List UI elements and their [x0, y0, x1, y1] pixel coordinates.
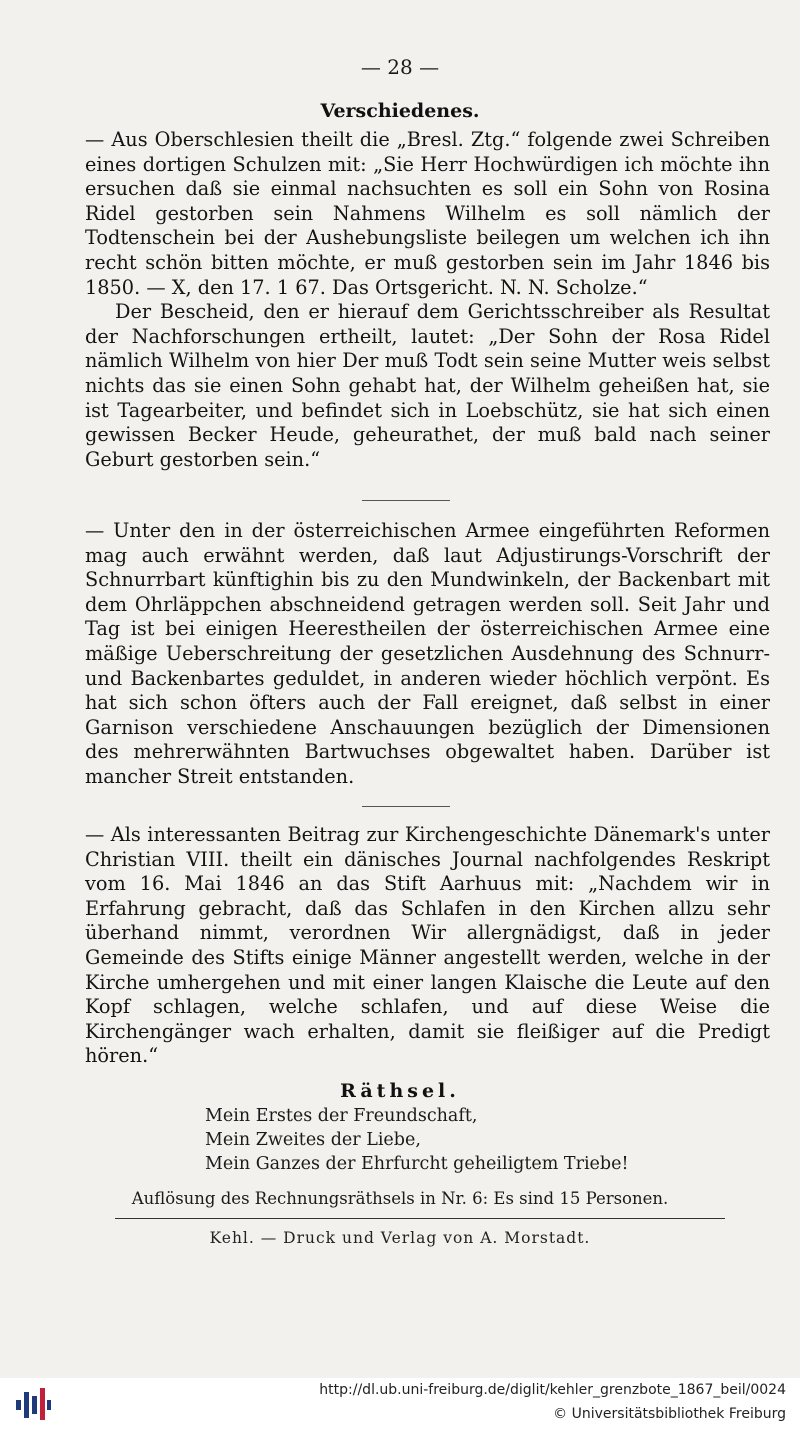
riddle-line: Mein Erstes der Freundschaft,: [205, 1106, 478, 1126]
imprint-divider: [115, 1218, 725, 1219]
imprint: Kehl. — Druck und Verlag von A. Morstadt.: [209, 1229, 591, 1247]
article-austrian-army: [85, 519, 770, 790]
copyright-notice: © Universitätsbibliothek Freiburg: [553, 1406, 786, 1422]
article-paragraph: — Als interessanten Beitrag zur Kirchengeschichte Dänemark's unter Christian VIII. theilt ein dänisches Journal nachfolgendes Reskript vom 16. Mai 1846 an das Stift Aarhuus mit: „Nachdem wir in Erfahrung gebracht, daß das Schlafen in den Kirchen allzu sehr überhand nimmt, verordnen Wir allergnädigst, daß in jeder Gemeinde des Stifts einige Männer angestellt werden, welche in der Kirche umhergehen und mit einer langen Klaische die Leute auf den Kopf schlagen, welche schlafen, und auf diese Weise die Kirchengänger wach erhalten, damit sie fleißiger auf die Predigt hören.“: [85, 823, 770, 1068]
article-paragraph: — Aus Oberschlesien theilt die „Bresl. Ztg.“ folgende zwei Schreiben eines dortigen Schulzen mit: „Sie Herr Hochwürdigen ich möchte ihn ersuchen daß sie einmal nachsuchten es soll ein Sohn von Rosina Ridel gestorben sein Nahmens Wilhelm es soll nämlich der Todtenschein bei der Aushebungsliste beilegen um welchen ich ihn recht schön bitten möchte, er muß gestorben sein im Jahr 1846 bis 1850. — X, den 17. 1 67. Das Ortsgericht. N. N. Scholze.“: [85, 128, 770, 299]
section-divider: [362, 500, 450, 501]
riddle-line: Mein Zweites der Liebe,: [205, 1130, 421, 1150]
viewer-footer: [0, 1378, 800, 1430]
riddle-title: Räthsel.: [340, 1080, 460, 1102]
riddle-solution: Auflösung des Rechnungsräthsels in Nr. 6: Es sind 15 Personen.: [131, 1189, 669, 1208]
library-logo-icon: [14, 1386, 52, 1422]
article-paragraph: Der Bescheid, den er hierauf dem Gerichtsschreiber als Resultat der Nachforschungen ertheilt, lautet: „Der Sohn der Rosa Ridel nämlich Wilhelm von hier Der muß Todt sein seine Mutter weis selbst nichts das sie einen Sohn gehabt hat, der Wilhelm geheißen hat, sie ist Tagearbeiter, und befindet sich in Loebschütz, sie hat sich einen gewissen Becker Heude, geheurathet, der muß bald nach seiner Geburt gestorben sein.“: [85, 300, 770, 471]
article-silesia: [85, 128, 770, 472]
article-paragraph: — Unter den in der österreichischen Armee eingeführten Reformen mag auch erwähnt werden, daß laut Adjustirungs-Vorschrift der Schnurrbart künftighin bis zu den Mundwinkeln, der Backenbart mit dem Ohrläppchen abschneidend getragen werden soll. Seit Jahr und Tag ist bei einigen Heerestheilen der österreichischen Armee eine mäßige Ueberschreitung der gesetzlichen Ausdehnung des Schnurr- und Backenbartes geduldet, in anderen wieder höchlich verpönt. Es hat sich schon öfters auch der Fall ereignet, daß selbst in einer Garnison verschiedene Anschauungen bezüglich der Dimensionen des mehrerwähnten Bartwuchses obgewaltet haben. Darüber ist mancher Streit entstanden.: [85, 519, 770, 788]
riddle-line: Mein Ganzes der Ehrfurcht geheiligtem Triebe!: [205, 1154, 629, 1174]
section-title: Verschiedenes.: [320, 100, 480, 122]
article-denmark: [85, 823, 770, 1069]
riddle-verse: [205, 1104, 765, 1176]
page-number: — 28 —: [360, 55, 440, 79]
permalink-url[interactable]: http://dl.ub.uni-freiburg.de/diglit/kehler_grenzbote_1867_beil/0024: [319, 1382, 786, 1398]
section-divider: [362, 806, 450, 807]
